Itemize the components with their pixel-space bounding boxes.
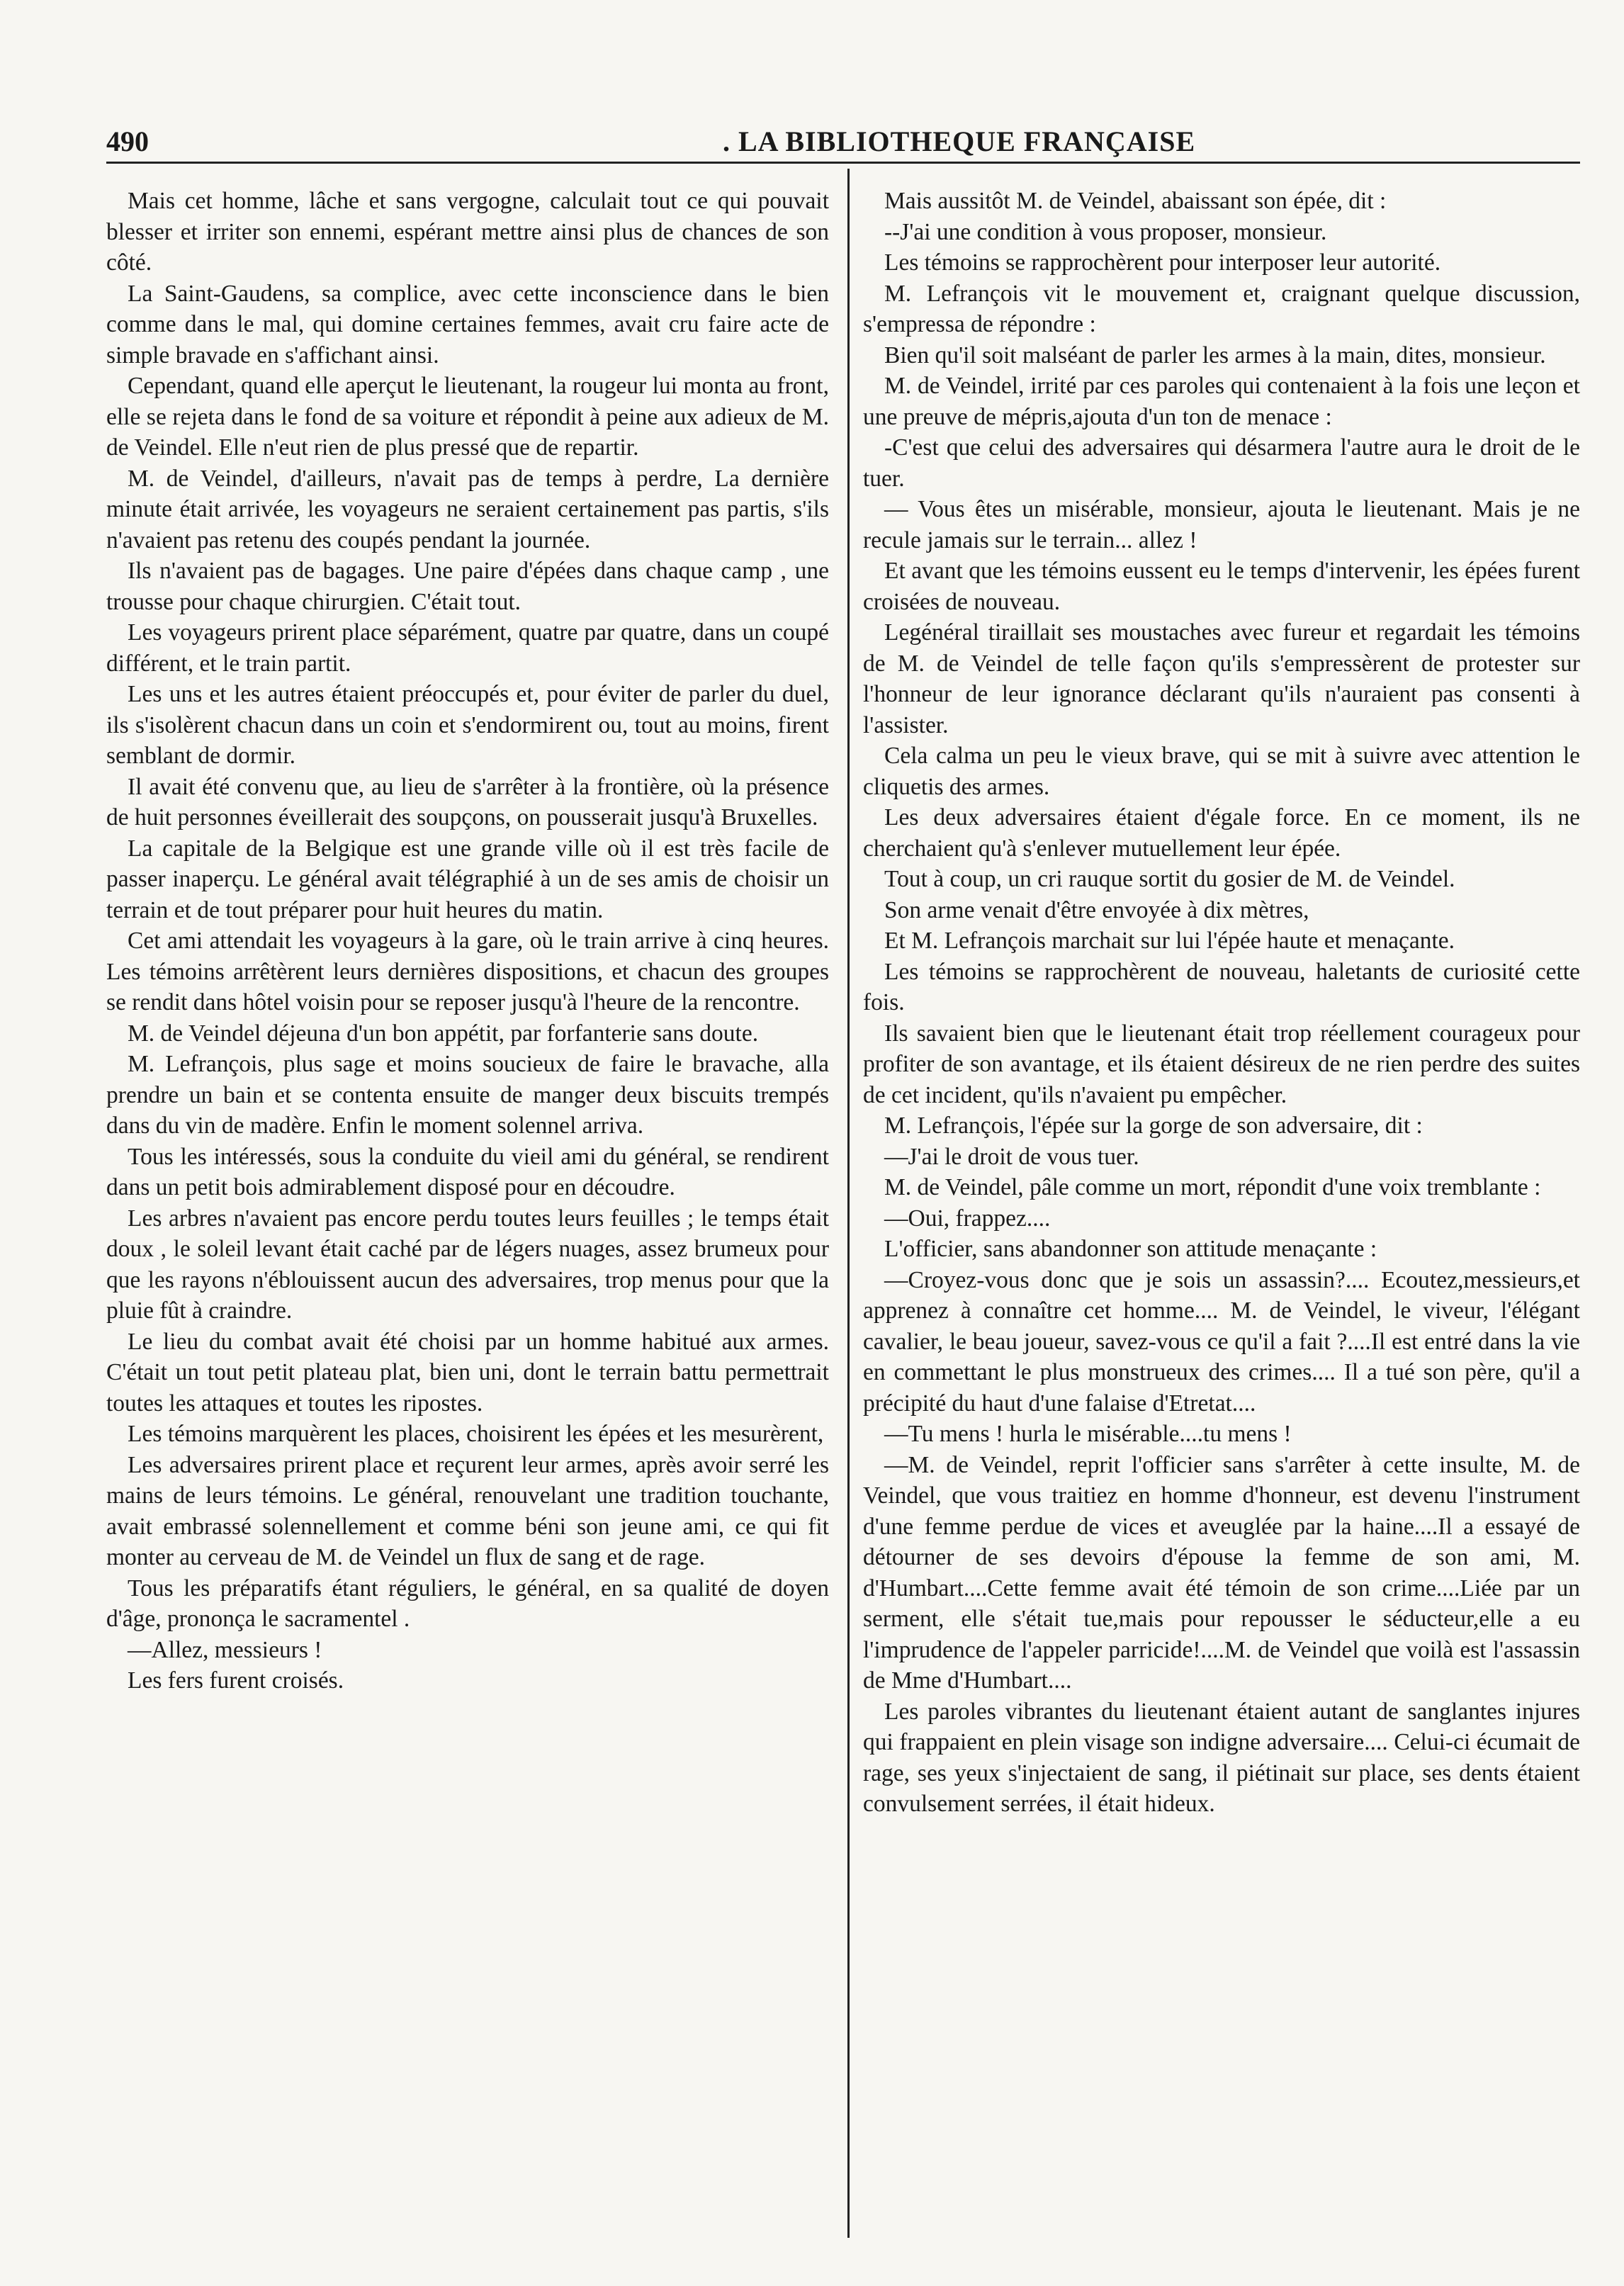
right-column [863,186,1580,2241]
paragraph: Les uns et les autres étaient préoccupés et, pour éviter de parler du duel, ils s'isolèrent chacun dans un coin et s'endormirent ou, tout au moins, firent semblant de dormir. [106,681,829,769]
paragraph: Les arbres n'avaient pas encore perdu toutes leurs feuilles ; le temps était doux , le soleil levant était caché par de légers nuages, assez brumeux pour que les rayons n'éblouissent aucun des adversaires, trop menus pour que la pluie fût à craindre. [106,1205,829,1324]
paragraph: —Allez, messieurs ! [128,1636,322,1663]
paragraph: Cependant, quand elle aperçut le lieutenant, la rougeur lui monta au front, elle se rejeta dans le fond de sa voiture et répondit à peine aux adieux de M. de Veindel. Elle n'eut rien de plus pressé que de repartir. [106,373,829,461]
paragraph: —M. de Veindel, reprit l'officier sans s'arrêter à cette insulte, M. de Veindel, que vous traitiez en homme d'honneur, est devenu l'instrument d'une femme perdue de vices et aveuglée par la haine....Il a essayé de détourner de ses devoirs d'épouse la femme de son ami, M. d'Humbart....Cette femme avait été témoin de son crime....Liée par un serment, elle s'était tue,mais pour repousser le séducteur,elle a eu l'imprudence de l'appeler parricide!....M. de Veindel que voilà est l'assassin de Mme d'Humbart.... [863,1451,1580,1694]
paragraph: L'officier, sans abandonner son attitude menaçante : [884,1236,1377,1262]
paragraph: Mais cet homme, lâche et sans vergogne, calculait tout ce qui pouvait blesser et irriter son ennemi, espérant mettre ainsi plus de chances de son côté. [106,188,829,276]
paragraph: M. de Veindel, pâle comme un mort, répondit d'une voix tremblante : [884,1174,1541,1200]
paragraph: Tout à coup, un cri rauque sortit du gosier de M. de Veindel. [884,866,1455,892]
paragraph: —Oui, frappez.... [884,1205,1051,1232]
paragraph: M. de Veindel, d'ailleurs, n'avait pas de temps à perdre, La dernière minute était arrivée, les voyageurs ne seraient certainement pas partis, s'ils n'avaient pas retenu des coupés pendant la journée. [106,465,829,553]
paragraph: Les adversaires prirent place et reçurent leur armes, après avoir serré les mains de leurs témoins. Le général, renouvelant une tradition touchante, avait embrassé solennellement et comme béni son jeune ami, ce qui fit monter au cerveau de M. de Veindel un flux de sang et de rage. [106,1451,829,1570]
paragraph: —Croyez-vous donc que je sois un assassin?.... Ecoutez,messieurs,et apprenez à connaître cet homme.... M. de Veindel, le viveur, l'élégant cavalier, le beau joueur, savez-vous ce qu'il a fait ?....Il est entré dans la vie en commettant le plus monstrueux des crimes.... Il a tué son père, qu'il a précipité du haut d'une falaise d'Etretat.... [863,1266,1580,1417]
left-column [106,186,829,2241]
paragraph: Cet ami attendait les voyageurs à la gare, où le train arrive à cinq heures. Les témoins arrêtèrent leurs dernières dispositions, et chacun des groupes se rendit dans hôtel voisin pour se reposer jusqu'à l'heure de la rencontre. [106,928,829,1015]
paragraph: M. de Veindel déjeuna d'un bon appétit, par forfanterie sans doute. [128,1020,759,1047]
paragraph: Et avant que les témoins eussent eu le temps d'intervenir, les épées furent croisées de nouveau. [863,558,1580,615]
paragraph: Il avait été convenu que, au lieu de s'arrêter à la frontière, où la présence de huit personnes éveillerait des soupçons, on pousserait jusqu'à Bruxelles. [106,773,829,830]
paragraph: Bien qu'il soit malséant de parler les armes à la main, dites, monsieur. [884,342,1546,368]
paragraph: Ils n'avaient pas de bagages. Une paire d'épées dans chaque camp , une trousse pour chaque chirurgien. C'était tout. [106,558,829,615]
paragraph: M. de Veindel, irrité par ces paroles qui contenaient à la fois une leçon et une preuve de mépris,ajouta d'un ton de menace : [863,373,1580,430]
paragraph: La capitale de la Belgique est une grande ville où il est très facile de passer inaperçu. Le général avait télégraphié à un de ses amis de choisir un terrain et de tout préparer pour huit heures du matin. [106,835,829,923]
page-header [106,120,1580,163]
journal-title: . LA BIBLIOTHEQUE FRANÇAISE [723,125,1196,157]
paragraph: Tous les préparatifs étant réguliers, le général, en sa qualité de doyen d'âge, prononça le sacramentel . [106,1575,829,1632]
column-divider [847,169,850,2238]
paragraph: Les témoins marquèrent les places, choisirent les épées et les mesurèrent, [128,1421,824,1447]
header-rule [106,162,1580,164]
paragraph: -C'est que celui des adversaires qui désarmera l'autre aura le droit de le tuer. [863,434,1580,492]
paragraph: Legénéral tiraillait ses moustaches avec fureur et regardait les témoins de M. de Veindel de telle façon qu'ils s'empressèrent de protester sur l'honneur de leur ignorance déclarant qu'ils n'auraient pas consenti à l'assister. [863,619,1580,738]
paragraph: —Tu mens ! hurla le misérable....tu mens ! [884,1421,1292,1447]
paragraph: Tous les intéressés, sous la conduite du vieil ami du général, se rendirent dans un petit bois admirablement disposé pour en découdre. [106,1143,829,1200]
paragraph: M. Lefrançois vit le mouvement et, craignant quelque discussion, s'empressa de répondre : [863,280,1580,337]
paragraph: Les deux adversaires étaient d'égale force. En ce moment, ils ne cherchaient qu'à s'enlever mutuellement leur épée. [863,804,1580,862]
paragraph: Les voyageurs prirent place séparément, quatre par quatre, dans un coupé différent, et le train partit. [106,619,829,677]
paragraph: —J'ai le droit de vous tuer. [884,1143,1139,1170]
paragraph: M. Lefrançois, l'épée sur la gorge de son adversaire, dit : [884,1113,1423,1139]
paragraph: M. Lefrançois, plus sage et moins soucieux de faire le bravache, alla prendre un bain et se contenta ensuite de manger deux biscuits trempés dans du vin de madère. Enfin le moment solennel arriva. [106,1051,829,1139]
paragraph: Cela calma un peu le vieux brave, qui se mit à suivre avec attention le cliquetis des armes. [863,743,1580,800]
paragraph: — Vous êtes un misérable, monsieur, ajouta le lieutenant. Mais je ne recule jamais sur le terrain... allez ! [863,496,1580,553]
paragraph: Le lieu du combat avait été choisi par un homme habitué aux armes. C'était un tout petit plateau plat, bien uni, dont le terrain battu permettrait toutes les attaques et toutes les ripostes. [106,1328,829,1417]
paragraph: Son arme venait d'être envoyée à dix mètres, [884,896,1309,923]
paragraph: Et M. Lefrançois marchait sur lui l'épée haute et menaçante. [884,928,1455,954]
paragraph: Mais aussitôt M. de Veindel, abaissant son épée, dit : [884,188,1387,214]
paragraph: Les paroles vibrantes du lieutenant étaient autant de sanglantes injures qui frappaient en plein visage son indigne adversaire.... Celui-ci écumait de rage, ses yeux s'injectaient de sang, il piétinait sur place, ses dents étaient convulsement serrées, il était hideux. [863,1698,1580,1817]
paragraph: --J'ai une condition à vous proposer, monsieur. [884,218,1327,245]
paragraph: Les témoins se rapprochèrent de nouveau, haletants de curiosité cette fois. [863,958,1580,1015]
paragraph: Les fers furent croisés. [128,1667,344,1694]
paragraph: Ils savaient bien que le lieutenant était trop réellement courageux pour profiter de son avantage, et ils étaient désireux de ne rien perdre des suites de cet incident, qu'ils n'avaient pu empêcher. [863,1020,1580,1108]
page-number: 490 [106,125,149,157]
paragraph: Les témoins se rapprochèrent pour interposer leur autorité. [884,249,1441,276]
paragraph: La Saint-Gaudens, sa complice, avec cette inconscience dans le bien comme dans le mal, qui domine certaines femmes, avait cru faire acte de simple bravade en s'affichant ainsi. [106,280,829,368]
